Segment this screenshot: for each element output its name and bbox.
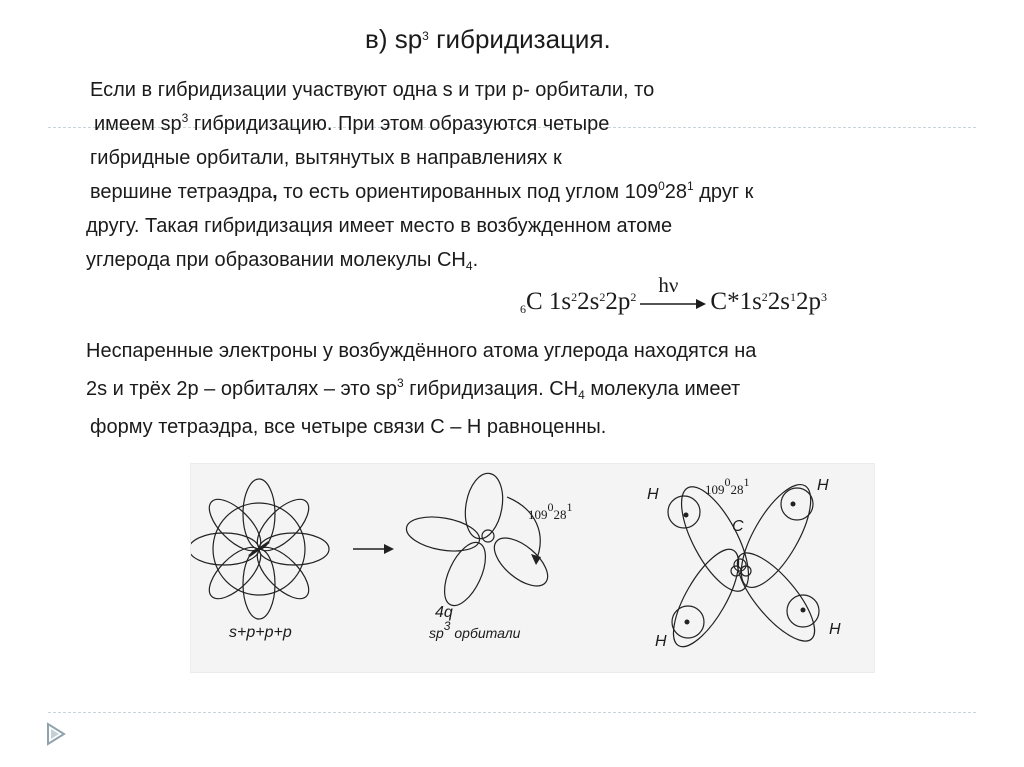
para1-line3: гибридные орбитали, вытянутых в направлениях к — [90, 147, 562, 169]
label-angle-middle: $109^028^1$ — [528, 500, 573, 522]
paragraph-2 — [86, 332, 756, 446]
para2-line2: 2s и трёх 2р – орбиталях – это $sp^3$ гибридизация. $CH_4$ молекула имеет — [86, 376, 741, 402]
label-carbon: C — [732, 518, 744, 535]
label-4q: 4q — [435, 604, 453, 621]
transition-arrow — [353, 544, 394, 554]
label-h-bottom-left: H — [655, 633, 667, 650]
hv-label: hν — [658, 273, 679, 297]
para1-line5: другу. Такая гибридизация имеет место в возбужденном атоме — [86, 215, 673, 237]
para2-line3: форму тетраэдра, все четыре связи С – Н равноценны. — [90, 416, 607, 438]
excitation-arrow — [636, 273, 710, 313]
para1-line1: Если в гибридизации участвуют одна s и три р- орбитали, то — [90, 79, 655, 101]
label-s-p-p-p: s+p+p+p — [229, 624, 292, 641]
para1-line2: имеем $sp^3$ гибридизацию. При этом образуются четыре — [94, 111, 610, 135]
sp3-orbitals — [404, 470, 556, 611]
slide-title: в) $sp^3$ гибридизация. — [365, 24, 611, 54]
para1-line4: вершине тетраэдра, то есть ориентированных под углом $109^028^1$ друг к — [90, 179, 754, 203]
label-h-top-right: H — [817, 477, 829, 494]
orbitals-figure — [190, 463, 875, 673]
ch4-structure — [661, 475, 826, 656]
play-triangle-icon — [44, 722, 68, 746]
orbitals-drawing — [191, 464, 874, 672]
excitation-formula: $_6$C $1s^22s^22p^2$ hν $C*1s^22s^12p^3$ — [520, 273, 828, 316]
label-h-top-left: H — [647, 486, 659, 503]
label-angle-right: $109^028^1$ — [705, 475, 750, 497]
next-slide-button[interactable] — [44, 722, 68, 751]
para1-line6: углерода при образовании молекулы $CH_4$. — [86, 249, 479, 273]
label-h-bottom-right: H — [829, 621, 841, 638]
paragraph-1 — [86, 73, 754, 277]
bottom-divider — [48, 712, 976, 713]
unhybridized-orbitals — [191, 479, 329, 619]
label-sp3-orbitals: $sp^3$ орбитали — [429, 619, 521, 641]
para2-line1: Неспаренные электроны у возбуждённого атома углерода находятся на — [86, 340, 757, 362]
